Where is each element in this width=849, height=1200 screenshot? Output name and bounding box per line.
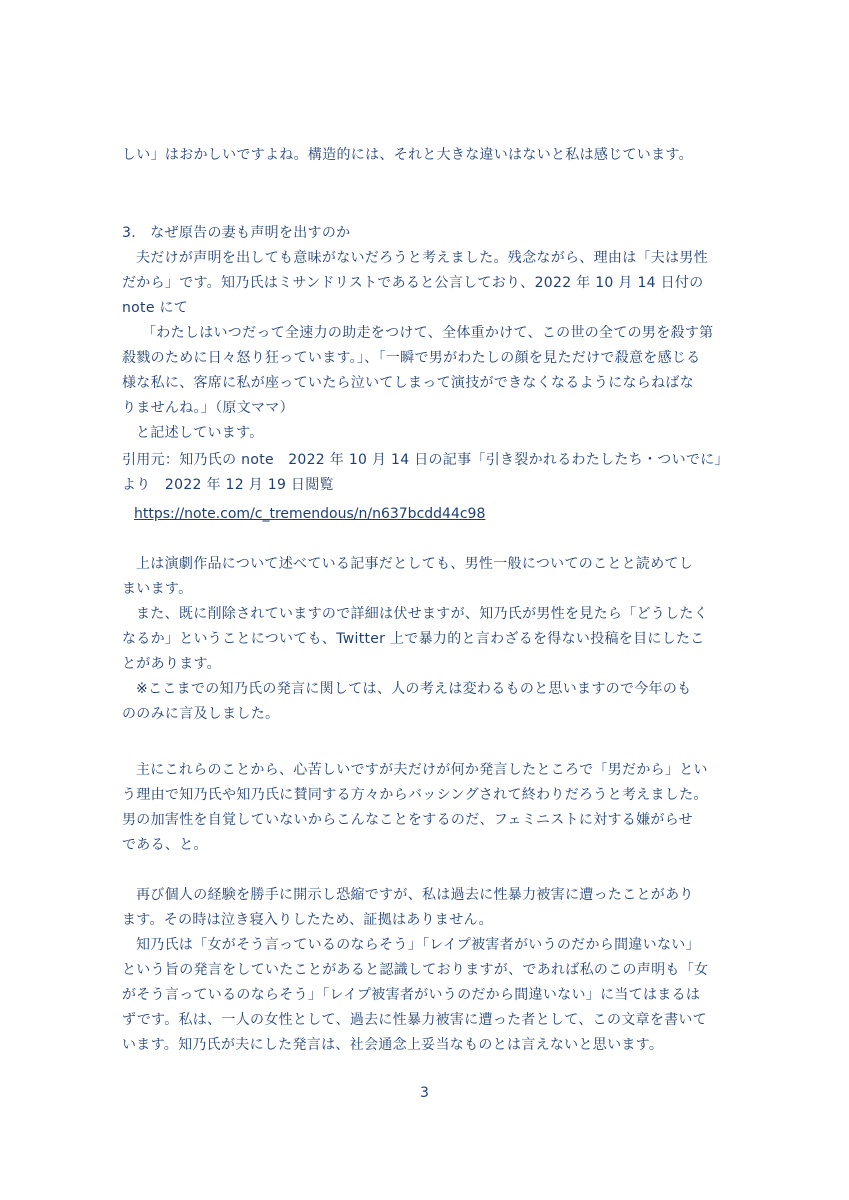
paragraph-line: う理由で知乃氏や知乃氏に賛同する方々からバッシングされて終わりだろうと考えました。 [122,787,708,803]
paragraph-line: まいます。 [122,581,193,597]
paragraph-line: という旨の発言をしていたことがあると認識しておりますが、であれば私のこの声明も「女 [122,962,709,978]
citation-line: 引用元：知乃氏の note 2022 年 10 月 14 日の記事「引き裂かれるわたしたち・ついでに」 [122,452,729,468]
quote-line: りませんね。」（原文ママ） [122,400,294,416]
paragraph-line: なるか」ということについても、Twitter 上で暴力的と言わざるを得ない投稿を目にしたこ [122,631,705,647]
paragraph-line: 男の加害性を自覚していないからこんなことをするのだ、フェミニストに対する嫌がらせ [122,812,693,828]
source-link[interactable]: https://note.com/c_tremendous/n/n637bcdd44c98 [134,506,486,522]
paragraph-line: また、既に削除されていますので詳細は伏せますが、知乃氏が男性を見たら「どうしたく [136,606,708,622]
note-line: ※ここまでの知乃氏の発言に関しては、人の考えは変わるものと思いますので今年のも [136,681,692,697]
page-number: 3 [420,1085,429,1101]
paragraph-line: しい」はおかしいですよね。構造的には、それと大きな違いはないと私は感じています。 [122,147,693,163]
section-heading: 3. なぜ原告の妻も声明を出すのか [122,225,351,241]
paragraph-line: とがあります。 [122,656,221,672]
paragraph-line: 主にこれらのことから、心苦しいですが夫だけが何か発言したところで「男だから」とい [136,762,708,778]
paragraph-line: 夫だけが声明を出しても意味がないだろうと考えました。残念ながら、理由は「夫は男性 [136,250,708,266]
quote-line: 殺戮のために日々怒り狂っています。」、「一瞬で男がわたしの顔を見ただけで殺意を感じる [122,350,701,366]
paragraph-line: ずです。私は、一人の女性として、過去に性暴力被害に遭った者として、この文章を書いて [122,1012,708,1028]
paragraph-line: ます。その時は泣き寝入りしたため、証拠はありません。 [122,912,493,928]
paragraph-line: だから」です。知乃氏はミサンドリストであると公言しており、2022 年 10 月 14 日付の [122,275,704,291]
paragraph-line: 再び個人の経験を勝手に開示し恐縮ですが、私は過去に性暴力被害に遭ったことがあり [136,887,694,903]
quote-line: 「わたしはいつだって全速力の助走をつけて、全体重かけて、この世の全ての男を殺す第 [142,325,714,341]
paragraph-line: がそう言っているのならそう」「レイプ被害者がいうのだから間違いない」に当てはまるは [122,987,701,1003]
paragraph-line: 知乃氏は「女がそう言っているのならそう」「レイプ被害者がいうのだから間違いない」 [136,937,700,953]
paragraph-line: note にて [122,300,189,316]
paragraph-line: 上は演劇作品について述べている記事だとしても、男性一般についてのことと読めてし [136,556,694,572]
quote-line: 様な私に、客席に私が座っていたら泣いてしまって演技ができなくなるようにならねばな [122,375,694,391]
paragraph-line: と記述しています。 [136,425,264,441]
paragraph-line: います。知乃氏が夫にした発言は、社会通念上妥当なものとは言えないと思います。 [122,1037,664,1053]
paragraph-line: である、と。 [122,837,208,853]
citation-line: より 2022 年 12 月 19 日閲覧 [122,477,334,493]
note-line: ののみに言及しました。 [122,706,280,722]
